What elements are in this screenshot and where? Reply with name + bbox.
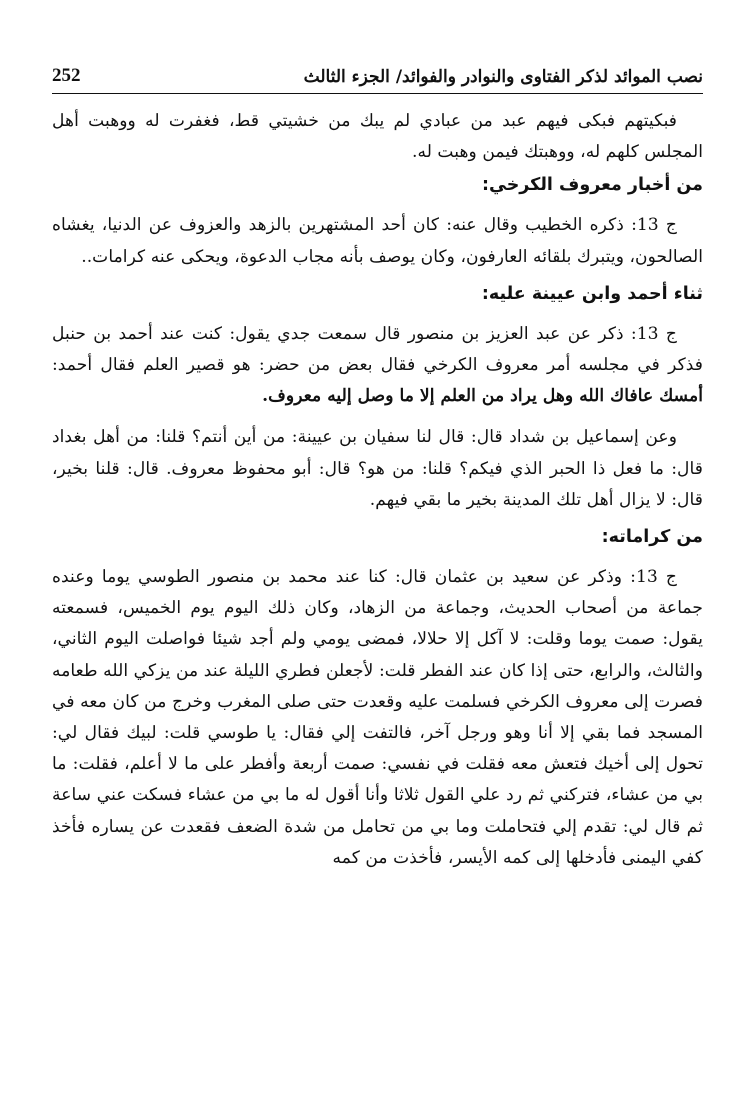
page-header bbox=[52, 48, 703, 94]
page-content bbox=[52, 106, 703, 874]
page-number: 252 bbox=[52, 65, 81, 86]
heading-maruf-news: من أخبار معروف الكرخي: bbox=[481, 175, 703, 196]
heading-karamat: من كراماته: bbox=[601, 527, 703, 548]
paragraph-3-text: ج 13: ذكر عن عبد العزيز بن منصور قال سمعت جدي يقول: كنت عند أحمد بن حنبل فذكر في مجلسه أمر معروف الكرخي فقال بعض من حضر: هو قصير العلم فقال أحمد: bbox=[52, 323, 703, 376]
paragraph-3-bold-quote: أمسك عافاك الله وهل يراد من العلم إلا ما وصل إليه معروف. bbox=[262, 386, 703, 407]
heading-praise: ثناء أحمد وابن عيينة عليه: bbox=[481, 283, 703, 304]
paragraph-1: فبكيتهم فبكى فيهم عبد من عبادي لم يبك من خشيتي قط، فغفرت له ووهبت أهل المجلس كلهم له، ووهبتك فيمن وهبت له. bbox=[52, 111, 703, 163]
paragraph-5: ج 13: وذكر عن سعيد بن عثمان قال: كنا عند محمد بن منصور الطوسي يوما وعنده جماعة من أصحاب الحديث، وجماعة من الزهاد، وكان ذلك اليوم يوم الخميس، فسمعته يقول: صمت يوما وقلت: لا آكل إلا حلالا، فمضى يومي ولم أجد شيئا فواصلت اليوم الثاني، والثالث، والرابع، حتى إذا كان عند الفطر قلت: لأجعلن فطري الليلة عند من يزكي الله طعامه فصرت إلى معروف الكرخي فسلمت عليه وقعدت حتى صلى المغرب وخرج من كان معه في المسجد فما بقي إلا أنا وهو ورجل آخر، فالتفت إلي فقال: يا طوسي قلت: لبيك فقال لي: تحول إلى أخيك فتعش معه فقلت في نفسي: صمت أربعة وأفطر على ما لا أعلم، فقلت: ما بي من عشاء، فتركني ثم رد علي القول ثلاثا وأنا أقول له ما بي من عشاء فسكت عني ساعة ثم قال لي: تقدم إلي فتحاملت وما بي من تحامل من شدة الضعف فقعدت عن يساره فأخذ كفي اليمنى فأدخلها إلى كمه الأيسر، فأخذت من كمه bbox=[52, 567, 703, 868]
paragraph-3 bbox=[52, 319, 703, 413]
running-head: نصب الموائد لذكر الفتاوى والنوادر والفوائد/ الجزء الثالث bbox=[303, 67, 703, 87]
book-page bbox=[52, 48, 703, 1074]
paragraph-4: وعن إسماعيل بن شداد قال: قال لنا سفيان بن عيينة: من أين أنتم؟ قلنا: من أهل بغداد قال: ما فعل ذا الحبر الذي فيكم؟ قلنا: من هو؟ قال: أبو محفوظ معروف. قال: قلنا بخير، قال: لا يزال أهل تلك المدينة بخير ما بقي فيهم. bbox=[52, 427, 703, 510]
paragraph-2: ج 13: ذكره الخطيب وقال عنه: كان أحد المشتهرين بالزهد والعزوف عن الدنيا، يغشاه الصالحون، ويتبرك بلقائه العارفون، وكان يوصف بأنه مجاب الدعوة، ويحكى عنه كرامات.. bbox=[52, 215, 703, 267]
